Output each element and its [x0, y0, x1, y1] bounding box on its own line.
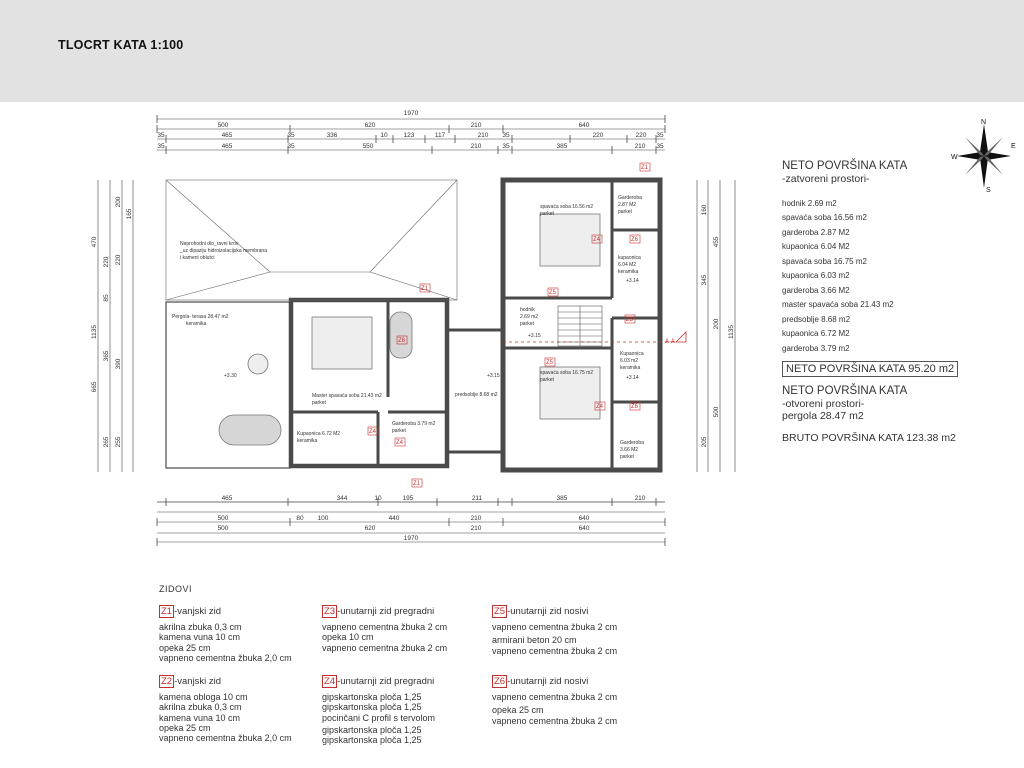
label-kup-603-area: 6.03 m2: [620, 358, 639, 364]
wall-code: Z6: [494, 676, 506, 687]
dim-bot-1f: 385: [556, 495, 568, 502]
wall-legend-z6: [492, 677, 617, 726]
wall-code: Z4: [324, 676, 336, 687]
dim-right-o3: 500: [713, 406, 720, 418]
tag-z1-c: Z1: [413, 481, 421, 487]
walls-heading: ZIDOVI: [159, 584, 193, 594]
label-gard-366: Garderoba: [620, 440, 644, 446]
compass-w: W: [951, 154, 958, 161]
dim-bot-2f: 640: [578, 515, 590, 522]
wall-name: -vanjski zid: [174, 676, 222, 687]
label-predsoblje: predsoblje 8.68 m2: [455, 392, 498, 398]
dim-top-s8: 35: [656, 143, 664, 150]
wall-layer: vapneno cementna žbuka 2 cm: [492, 645, 618, 656]
tag-z6-b: Z6: [631, 404, 639, 410]
wall-layer: opeka 25 cm: [159, 722, 211, 733]
label-kup-603-mat: keramika: [620, 365, 641, 371]
tag-z5-b: Z5: [626, 317, 634, 323]
label-pergola: Pergola- terasa 28.47 m2: [172, 314, 229, 320]
wall-name: -unutarnji zid nosivi: [507, 606, 589, 617]
neto-title: NETO POVRŠINA KATA: [782, 160, 908, 172]
dim-top-2c: 10: [380, 132, 388, 139]
dim-top-3b: 550: [362, 143, 374, 150]
dim-bot-3c: 210: [470, 525, 482, 532]
wall-code: Z1: [161, 606, 173, 617]
level-315a: +3.15: [487, 373, 500, 379]
area-item: garderoba 2.87 M2: [782, 227, 850, 237]
label-spav-1675-mat: parket: [540, 377, 554, 383]
dim-top-s6: 35: [287, 143, 295, 150]
tag-z4-b: Z4: [596, 404, 604, 410]
dim-top-2a: 465: [221, 132, 233, 139]
label-master: Master spavaća soba 21.43 m2: [312, 393, 382, 399]
label-gard-379-mat: parket: [392, 428, 406, 434]
label-kup-672-mat: keramika: [297, 438, 318, 444]
dim-right-i1: 160: [701, 204, 708, 216]
dim-left-i1: 200: [115, 196, 122, 208]
dim-top-s2: 35: [287, 132, 295, 139]
dim-bot-2d: 440: [388, 515, 400, 522]
dim-top-1c: 210: [470, 122, 482, 129]
wall-layer: kamena obloga 10 cm: [159, 692, 248, 703]
label-gard-287: Garderoba: [618, 195, 642, 201]
label-spav-1656-mat: parket: [540, 211, 554, 217]
open-subtitle: -otvoreni prostori-: [782, 397, 865, 410]
wall-layer: kamena vuna 10 cm: [159, 712, 241, 723]
dim-bot-3a: 500: [217, 525, 229, 532]
wall-legend-z3: [322, 607, 447, 653]
compass-n: N: [981, 119, 987, 126]
roof-note-2: _uz dipaziju hidroizolacijska membrana: [180, 248, 267, 254]
open-title: NETO POVRŠINA KATA: [782, 384, 908, 397]
dim-right-o1: 455: [713, 236, 720, 248]
wall-layer: vapneno cementna žbuka 2 cm: [492, 715, 618, 726]
dim-left-i2: 165: [126, 208, 133, 220]
area-item: spavaća soba 16.75 m2: [782, 256, 867, 266]
dim-top-1b: 620: [364, 122, 376, 129]
table-pergola: [248, 354, 268, 374]
wall-legend-z2: [159, 677, 292, 743]
neto-subtitle: -zatvoreni prostori-: [782, 173, 870, 185]
stair: [558, 306, 602, 346]
dim-top-2g: 220: [592, 132, 604, 139]
wall-layer: vapneno cementna žbuka 2,0 cm: [159, 652, 292, 663]
bed-master: [312, 317, 372, 369]
wall-legend-z4: [322, 677, 435, 745]
dim-top-s3: 35: [502, 132, 510, 139]
dim-top-2d: 123: [403, 132, 415, 139]
tag-z6-a: Z6: [631, 237, 639, 243]
dim-bot-1g: 210: [634, 495, 646, 502]
area-item: kupaonica 6.72 M2: [782, 329, 850, 338]
dim-top-2f: 210: [477, 132, 489, 139]
label-hodnik-mat: parket: [520, 321, 534, 327]
dim-top-total: 1970: [403, 110, 419, 117]
wall-legend-z1: [159, 607, 292, 663]
dim-left-o3: 665: [91, 381, 98, 393]
fixtures: [219, 214, 600, 445]
dim-top-2e: 117: [434, 132, 446, 139]
page-title: TLOCRT KATA 1:100: [58, 38, 184, 52]
wall-layer: armirani beton 20 cm: [492, 635, 577, 646]
label-pergola-mat: keramika: [186, 321, 207, 327]
level-314b: +3.14: [626, 375, 639, 381]
dim-top-s7: 35: [502, 143, 510, 150]
dim-bot-2b: 80: [296, 515, 304, 522]
dim-top-s5: 35: [157, 143, 165, 150]
dim-top-3e: 210: [634, 143, 646, 150]
label-gard-287-area: 2.87 M2: [618, 202, 637, 208]
label-kup-604-area: 6.04 M2: [618, 262, 637, 268]
bathtub-pergola: [219, 415, 281, 445]
dim-bot-2c: 100: [317, 515, 329, 522]
label-gard-379: Garderoba 3.79 m2: [392, 421, 436, 427]
dim-right-o2: 1135: [728, 325, 735, 339]
dim-bot-2a: 500: [217, 515, 229, 522]
compass-e: E: [1011, 143, 1016, 150]
dim-left-o1: 470: [91, 236, 98, 248]
wall-layer: pocinčani C profil s tervolom: [322, 712, 436, 723]
dim-bot-3d: 640: [578, 525, 590, 532]
dim-right-m3: 205: [701, 436, 708, 448]
wall-layer: gipskartonska ploča 1,25: [322, 702, 422, 713]
tag-z4-d: Z4: [396, 440, 404, 446]
label-spav-1656: spavaća soba 16.56 m2: [540, 204, 594, 210]
area-item: predsoblje 8.68 m2: [782, 314, 851, 324]
level-315b: +3.15: [528, 333, 541, 339]
dim-top-3d: 385: [556, 143, 568, 150]
wall-layer: vapneno cementna žbuka 2 cm: [322, 622, 448, 633]
dim-left-m2: 85: [103, 294, 110, 302]
level-314a: +3.14: [626, 278, 639, 284]
label-hodnik: hodnik: [520, 307, 535, 313]
area-summary: [782, 160, 1012, 444]
wall-layer: gipskartonska ploča 1,25: [322, 724, 422, 735]
wall-name: -unutarnji zid pregradni: [337, 676, 435, 687]
wall-layer: akrilna zbuka 0,3 cm: [159, 622, 242, 633]
tag-z5-c: Z5: [546, 360, 554, 366]
dim-bot-1b: 344: [336, 495, 348, 502]
wall-layer: vapneno cementna žbuka 2 cm: [322, 642, 448, 653]
label-gard-366-mat: parket: [620, 454, 634, 460]
area-item: kupaonica 6.03 m2: [782, 271, 850, 280]
dim-bot-2e: 210: [470, 515, 482, 522]
dim-bot-1d: 195: [402, 495, 414, 502]
dim-left-i4: 255: [115, 436, 122, 448]
tag-z4-c: Z4: [369, 429, 377, 435]
wall-layer: opeka 10 cm: [322, 632, 374, 643]
dim-right-m2: 200: [713, 318, 720, 330]
dim-left-m4: 390: [115, 358, 122, 370]
dim-top-s1: 35: [157, 132, 165, 139]
area-item: garderoba 3.79 m2: [782, 343, 850, 353]
wall-layer: gipskartonska ploča 1,25: [322, 735, 422, 746]
tag-z1-b: Z1: [421, 286, 429, 292]
bruto-area: BRUTO POVRŠINA KATA 123.38 m2: [782, 431, 956, 444]
label-hodnik-area: 2.69 m2: [520, 314, 539, 320]
tag-z5-a: Z5: [549, 290, 557, 296]
roof-area: [166, 180, 457, 300]
label-spav-1675: spavaća soba 16.75 m2: [540, 370, 594, 376]
dim-top-1a: 500: [217, 122, 229, 129]
roof-note-1: Neprohodni dio_ravni krov: [180, 241, 239, 247]
dim-top-s4: 35: [656, 132, 664, 139]
area-item: master spavaća soba 21.43 m2: [782, 300, 894, 309]
tag-z6-c: Z6: [398, 338, 406, 344]
dim-left-m3: 365: [103, 350, 110, 362]
area-item: garderoba 3.66 M2: [782, 285, 850, 295]
wall-code: Z2: [161, 676, 173, 687]
dim-left-o2: 1135: [91, 325, 98, 339]
section-label: A-A: [665, 339, 676, 345]
level-330: +3.30: [224, 373, 237, 379]
wall-layer: opeka 25 cm: [159, 642, 211, 653]
area-item: kupaonica 6.04 M2: [782, 242, 850, 251]
wall-code: Z3: [324, 606, 336, 617]
dim-top-2h: 220: [635, 132, 647, 139]
dim-top-3a: 465: [221, 143, 233, 150]
dim-top-1d: 640: [578, 122, 590, 129]
dim-left-m1: 220: [103, 256, 110, 268]
wall-legend-z5: [492, 607, 617, 656]
wall-layer: vapneno cementna žbuka 2,0 cm: [159, 733, 292, 744]
bathtub-master: [390, 312, 412, 358]
wall-layer: vapneno cementna žbuka 2 cm: [492, 692, 618, 703]
compass-s: S: [986, 187, 991, 192]
wall-code: Z5: [494, 606, 506, 617]
dim-bot-1e: 211: [471, 495, 483, 502]
label-kup-603: Kupaonica: [620, 351, 644, 357]
dim-left-i3: 220: [115, 254, 122, 266]
dim-bot-total: 1970: [403, 535, 419, 542]
wall-layer: akrilna zbuka 0,3 cm: [159, 702, 242, 713]
label-kup-604-mat: keramika: [618, 269, 639, 275]
wall-layer: opeka 25 cm: [492, 705, 544, 716]
label-master-mat: parket: [312, 400, 326, 406]
area-item: hodnik 2.69 m2: [782, 198, 837, 208]
dim-right-m1: 345: [701, 274, 708, 286]
wall-layer: kamena vuna 10 cm: [159, 632, 241, 643]
roof-note-3: i kameni oblutci: [180, 255, 215, 261]
wall-name: -unutarnji zid pregradni: [337, 606, 435, 617]
dim-bot-1c: 10: [374, 495, 382, 502]
dim-top-2b: 336: [326, 132, 338, 139]
dim-left-m5: 265: [103, 436, 110, 448]
bed-1656: [540, 214, 600, 266]
tag-z1-a: Z1: [641, 165, 649, 171]
tag-z4-a: Z4: [593, 237, 601, 243]
wall-name: -vanjski zid: [174, 606, 222, 617]
label-gard-366-area: 3.66 M2: [620, 447, 639, 453]
dim-top-3c: 210: [470, 143, 482, 150]
pergola-area: pergola 28.47 m2: [782, 409, 864, 422]
wall-layer: vapneno cementna žbuka 2 cm: [492, 622, 618, 633]
label-kup-604: kupaonica: [618, 255, 641, 261]
area-item: spavaća soba 16.56 m2: [782, 213, 867, 222]
dim-bot-1a: 465: [221, 495, 233, 502]
neto-total: NETO POVRŠINA KATA 95.20 m2: [782, 361, 958, 377]
label-gard-287-mat: parket: [618, 209, 632, 215]
dim-bot-3b: 620: [364, 525, 376, 532]
wall-name: -unutarnji zid nosivi: [507, 676, 589, 687]
wall-layer: gipskartonska ploča 1,25: [322, 692, 422, 703]
label-kup-672: Kupaonica 6.72 M2: [297, 431, 341, 437]
